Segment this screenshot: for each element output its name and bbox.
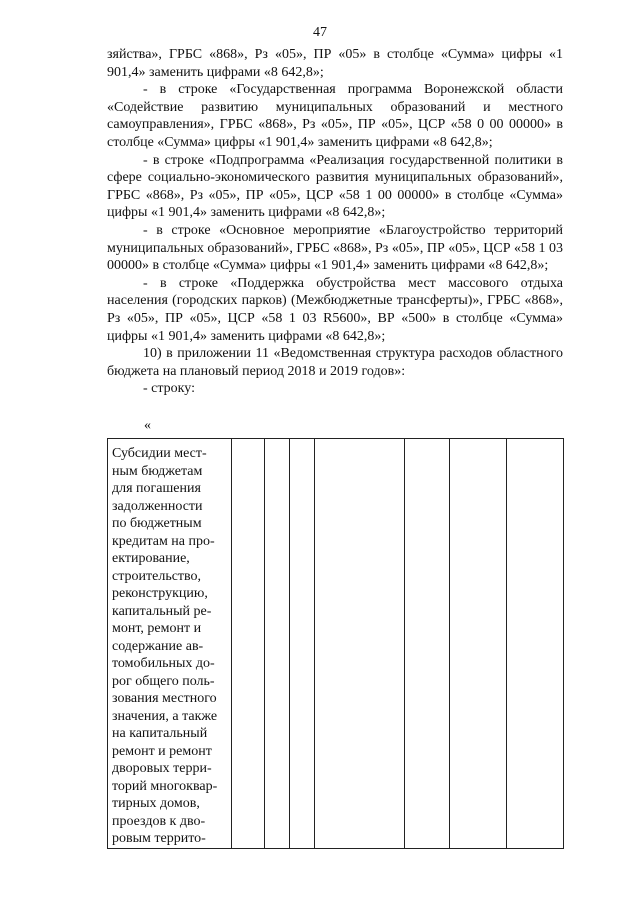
table-cell-csr [315,439,405,849]
paragraph-2: - в строке «Государственная программа Воронежской области «Содействие развитию муниципальных образований и местного самоуправления», ГРБС «868», Рз «05», ПР «05», ЦСР «58 0 00 00000» в столбце «Сумма» цифры «1 901,4» заменить цифрами «8 642,8»; [107,82,563,150]
expenses-table [107,438,564,849]
paragraph-6: 10) в приложении 11 «Ведомственная структура расходов областного бюджета на плановый период 2018 и 2019 годов»: [107,346,563,379]
paragraph-1: зяйства», ГРБС «868», Рз «05», ПР «05» в столбце «Сумма» цифры «1 901,4» заменить цифрами «8 642,8»; [107,47,563,80]
paragraph-3: - в строке «Подпрограмма «Реализация государственной политики в сфере социально-экономического развития муниципальных образований», ГРБС «868», Рз «05», ПР «05», ЦСР «58 1 00 00000» в столбце «Сумма» цифры «1 901,4» заменить цифрами «8 642,8»; [107,152,563,221]
page-number: 47 [313,25,327,40]
table-cell-rz [265,439,290,849]
table-cell-sum-2018 [450,439,507,849]
subsidy-description: Субсидии мест- ным бюджетам для погашения задолженности по бюджетным кредитам на про- ектирование, строительство, реконструкцию, капитальный ре- монт, ремонт и содержание ав- томобильных до- рог общего поль- зования местного значения, а также на капитальный ремонт и ремонт дворовых терри- торий многоквар- тирных домов, проездов к дво- ровым террито- [112,446,218,846]
opening-quote: « [144,418,151,433]
paragraph-5: - в строке «Поддержка обустройства мест массового отдыха населения (городских парков) (Межбюджетные трансферты)», ГРБС «868», Рз «05», ПР «05», ЦСР «58 1 03 R5600», ВР «500» в столбце «Сумма» цифры «1 901,4» заменить цифрами «8 642,8»; [107,275,563,344]
table-cell-name [108,439,232,849]
table-cell-sum-2019 [507,439,564,849]
paragraph-7: - строку: [143,381,195,397]
table-row [108,439,564,849]
table-cell-vr [405,439,450,849]
document-body [107,46,563,398]
table-cell-grbs [232,439,265,849]
paragraph-4: - в строке «Основное мероприятие «Благоустройство территорий муниципальных образований», ГРБС «868», Рз «05», ПР «05», ЦСР «58 1 03 00000» в столбце «Сумма» цифры «1 901,4» заменить цифрами «8 642,8»; [107,222,563,274]
table-cell-pr [290,439,315,849]
